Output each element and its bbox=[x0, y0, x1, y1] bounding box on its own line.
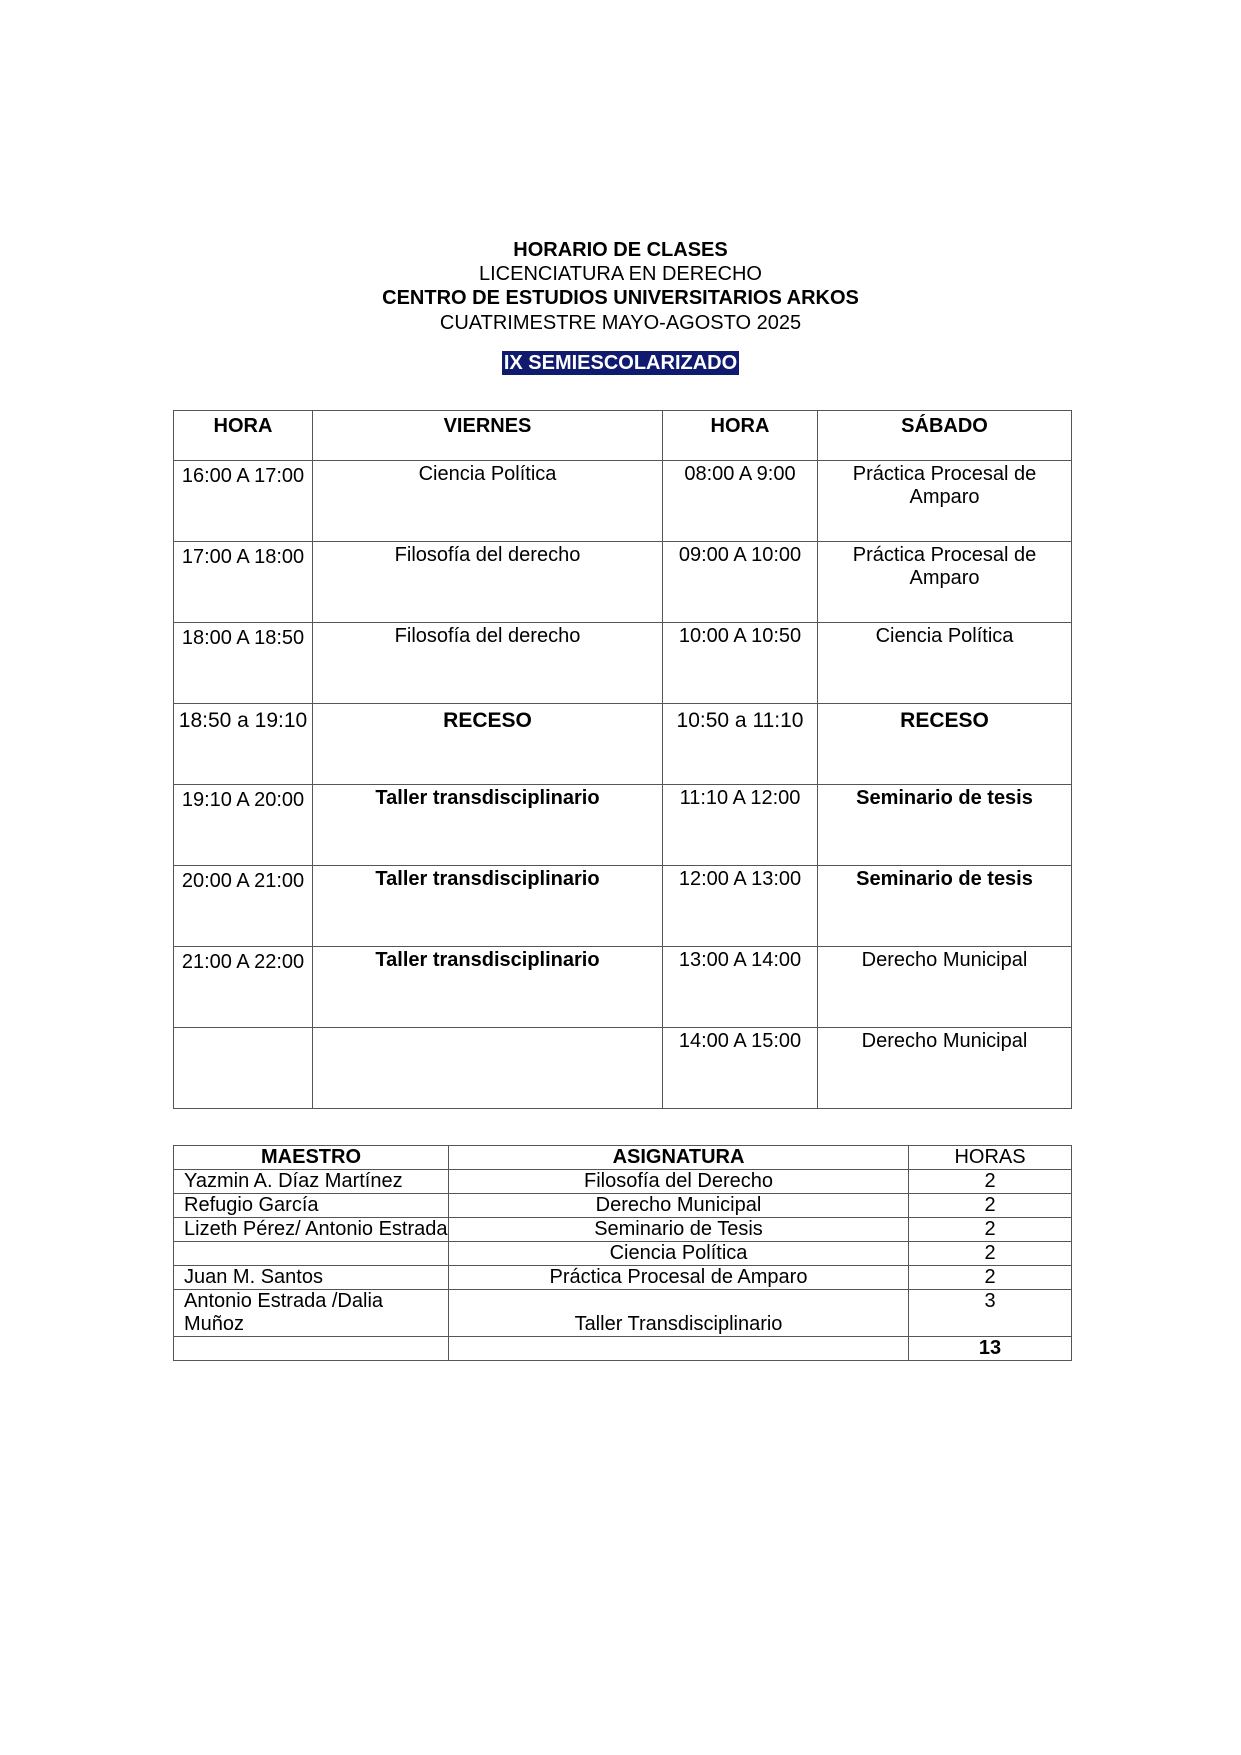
teacher-name: Yazmin A. Díaz Martínez bbox=[174, 1170, 449, 1194]
column-header-hours: HORAS bbox=[909, 1146, 1072, 1170]
friday-time: 18:50 a 19:10 bbox=[174, 704, 313, 785]
teachers-header-row bbox=[174, 1146, 1072, 1170]
table-row bbox=[174, 1218, 1072, 1242]
column-header-saturday: SÁBADO bbox=[818, 411, 1072, 461]
friday-time: 17:00 A 18:00 bbox=[174, 542, 313, 623]
schedule-row bbox=[174, 542, 1072, 623]
saturday-time: 12:00 A 13:00 bbox=[663, 866, 818, 947]
friday-time: 16:00 A 17:00 bbox=[174, 461, 313, 542]
saturday-time: 11:10 A 12:00 bbox=[663, 785, 818, 866]
column-header-subject: ASIGNATURA bbox=[449, 1146, 909, 1170]
schedule-row bbox=[174, 947, 1072, 1028]
schedule-row bbox=[174, 461, 1072, 542]
subject-name: Seminario de Tesis bbox=[449, 1218, 909, 1242]
saturday-subject: Derecho Municipal bbox=[818, 947, 1072, 1028]
saturday-subject: Derecho Municipal bbox=[818, 1028, 1072, 1109]
friday-time: 18:00 A 18:50 bbox=[174, 623, 313, 704]
friday-time: 20:00 A 21:00 bbox=[174, 866, 313, 947]
friday-subject: Ciencia Política bbox=[313, 461, 663, 542]
column-header-hour-saturday: HORA bbox=[663, 411, 818, 461]
document-header bbox=[0, 238, 1241, 375]
program-name: LICENCIATURA EN DERECHO bbox=[478, 263, 762, 285]
saturday-subject: Seminario de tesis bbox=[818, 785, 1072, 866]
saturday-time: 13:00 A 14:00 bbox=[663, 947, 818, 1028]
teacher-name: Lizeth Pérez/ Antonio Estrada bbox=[174, 1218, 449, 1242]
saturday-time: 10:50 a 11:10 bbox=[663, 704, 818, 785]
saturday-subject: Ciencia Política bbox=[818, 623, 1072, 704]
friday-subject: Taller transdisciplinario bbox=[313, 947, 663, 1028]
subject-name: Ciencia Política bbox=[449, 1242, 909, 1266]
column-header-friday: VIERNES bbox=[313, 411, 663, 461]
saturday-subject: Práctica Procesal de Amparo bbox=[818, 461, 1072, 542]
saturday-subject: Seminario de tesis bbox=[818, 866, 1072, 947]
friday-subject: Filosofía del derecho bbox=[313, 542, 663, 623]
saturday-recess: RECESO bbox=[818, 704, 1072, 785]
friday-subject: Taller transdisciplinario bbox=[313, 785, 663, 866]
teacher-name: Juan M. Santos bbox=[174, 1266, 449, 1290]
saturday-time: 14:00 A 15:00 bbox=[663, 1028, 818, 1109]
subject-name: Filosofía del Derecho bbox=[449, 1170, 909, 1194]
hours-value: 3 bbox=[909, 1290, 1072, 1337]
friday-subject: Filosofía del derecho bbox=[313, 623, 663, 704]
hours-value: 2 bbox=[909, 1266, 1072, 1290]
friday-subject: Taller transdisciplinario bbox=[313, 866, 663, 947]
total-hours: 13 bbox=[909, 1337, 1072, 1361]
hours-value: 2 bbox=[909, 1242, 1072, 1266]
schedule-row bbox=[174, 623, 1072, 704]
subject-name: Práctica Procesal de Amparo bbox=[449, 1266, 909, 1290]
teacher-name: Antonio Estrada /Dalia Muñoz bbox=[174, 1290, 449, 1337]
schedule-header-row bbox=[174, 411, 1072, 461]
page-title: HORARIO DE CLASES bbox=[513, 239, 728, 261]
friday-time: 21:00 A 22:00 bbox=[174, 947, 313, 1028]
teachers-table bbox=[173, 1145, 1072, 1361]
teacher-name: Refugio García bbox=[174, 1194, 449, 1218]
schedule-row bbox=[174, 866, 1072, 947]
table-row bbox=[174, 1290, 1072, 1337]
schedule-table bbox=[173, 410, 1072, 1109]
teacher-name bbox=[174, 1242, 449, 1266]
schedule-row bbox=[174, 1028, 1072, 1109]
hours-value: 2 bbox=[909, 1170, 1072, 1194]
empty-cell bbox=[174, 1337, 449, 1361]
friday-time: 19:10 A 20:00 bbox=[174, 785, 313, 866]
friday-time bbox=[174, 1028, 313, 1109]
saturday-time: 10:00 A 10:50 bbox=[663, 623, 818, 704]
column-header-hour-friday: HORA bbox=[174, 411, 313, 461]
table-row bbox=[174, 1266, 1072, 1290]
term-label: CUATRIMESTRE MAYO-AGOSTO 2025 bbox=[439, 312, 802, 334]
empty-cell bbox=[449, 1337, 909, 1361]
subject-name: Derecho Municipal bbox=[449, 1194, 909, 1218]
group-badge: IX SEMIESCOLARIZADO bbox=[503, 352, 738, 374]
saturday-time: 08:00 A 9:00 bbox=[663, 461, 818, 542]
column-header-teacher: MAESTRO bbox=[174, 1146, 449, 1170]
saturday-subject: Práctica Procesal de Amparo bbox=[818, 542, 1072, 623]
schedule-row-recess bbox=[174, 704, 1072, 785]
table-row bbox=[174, 1194, 1072, 1218]
subject-name: Taller Transdisciplinario bbox=[449, 1290, 909, 1337]
friday-subject bbox=[313, 1028, 663, 1109]
friday-recess: RECESO bbox=[313, 704, 663, 785]
table-row bbox=[174, 1242, 1072, 1266]
schedule-row bbox=[174, 785, 1072, 866]
saturday-time: 09:00 A 10:00 bbox=[663, 542, 818, 623]
table-row bbox=[174, 1170, 1072, 1194]
hours-value: 2 bbox=[909, 1194, 1072, 1218]
institution-name: CENTRO DE ESTUDIOS UNIVERSITARIOS ARKOS bbox=[382, 287, 859, 309]
hours-value: 2 bbox=[909, 1218, 1072, 1242]
total-row bbox=[174, 1337, 1072, 1361]
